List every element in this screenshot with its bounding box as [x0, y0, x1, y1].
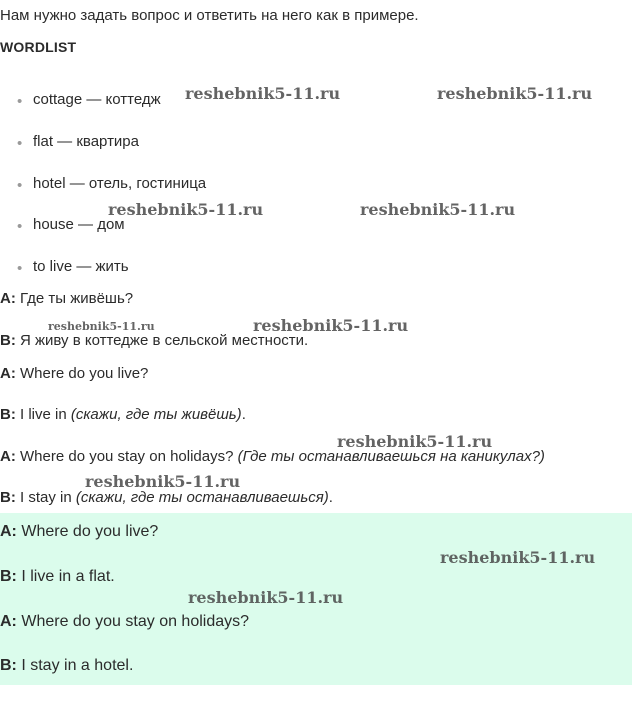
- wordlist-item: to live — жить: [33, 258, 129, 275]
- example-question-text: Где ты живёшь?: [20, 290, 134, 307]
- task-question-text: Where do you stay on holidays?: [20, 448, 234, 465]
- watermark: reshebnik5-11.ru: [48, 320, 155, 333]
- speaker-label: A:: [0, 290, 16, 307]
- answer-question-2: [0, 613, 249, 631]
- speaker-label: A:: [0, 448, 16, 465]
- watermark: reshebnik5-11.ru: [85, 472, 241, 491]
- example-question: [0, 290, 133, 307]
- example-answer-text: Я живу в коттедже в сельской местности.: [20, 332, 309, 349]
- task-answer-end: .: [328, 489, 333, 506]
- speaker-label: B:: [0, 489, 16, 506]
- task-hint: (Где ты останавливаешься на каникулах?): [237, 448, 545, 465]
- speaker-label: B:: [0, 406, 16, 423]
- speaker-label: A:: [0, 365, 16, 382]
- task-hint: (скажи, где ты живёшь): [70, 406, 242, 423]
- wordlist-item: cottage — коттедж: [33, 91, 161, 108]
- watermark: reshebnik5-11.ru: [437, 84, 593, 103]
- speaker-label: A:: [0, 523, 17, 540]
- speaker-label: B:: [0, 568, 17, 585]
- watermark: reshebnik5-11.ru: [337, 432, 493, 451]
- watermark: reshebnik5-11.ru: [108, 200, 264, 219]
- speaker-label: A:: [0, 613, 17, 630]
- bullet-icon: •: [17, 93, 23, 110]
- answer-response-1: [0, 568, 115, 586]
- wordlist-item: flat — квартира: [33, 133, 139, 150]
- watermark: reshebnik5-11.ru: [360, 200, 516, 219]
- bullet-icon: •: [17, 260, 23, 277]
- task-answer-2: [0, 489, 333, 506]
- task-answer-1: [0, 406, 246, 423]
- answer-response-text: I stay in a hotel.: [21, 657, 134, 674]
- speaker-label: B:: [0, 657, 17, 674]
- intro-text: Нам нужно задать вопрос и ответить на него как в примере.: [0, 7, 419, 24]
- task-question-1: [0, 365, 148, 382]
- task-hint: (скажи, где ты останавливаешься): [75, 489, 329, 506]
- bullet-icon: •: [17, 177, 23, 194]
- task-question-text: Where do you live?: [20, 365, 149, 382]
- answer-response-text: I live in a flat.: [21, 568, 115, 585]
- wordlist-item: house — дом: [33, 216, 125, 233]
- answer-response-2: [0, 657, 133, 675]
- task-answer-text: I stay in: [20, 489, 72, 506]
- watermark: reshebnik5-11.ru: [253, 316, 409, 335]
- wordlist-item: hotel — отель, гостиница: [33, 175, 207, 192]
- wordlist-heading: WORDLIST: [0, 39, 77, 55]
- answer-question-1: [0, 523, 158, 541]
- answer-question-text: Where do you live?: [21, 523, 159, 540]
- bullet-icon: •: [17, 135, 23, 152]
- answer-question-text: Where do you stay on holidays?: [21, 613, 250, 630]
- watermark: reshebnik5-11.ru: [185, 84, 341, 103]
- speaker-label: B:: [0, 332, 16, 349]
- bullet-icon: •: [17, 218, 23, 235]
- watermark: reshebnik5-11.ru: [188, 588, 344, 607]
- task-answer-end: .: [241, 406, 246, 423]
- watermark: reshebnik5-11.ru: [440, 548, 596, 567]
- task-answer-text: I live in: [20, 406, 67, 423]
